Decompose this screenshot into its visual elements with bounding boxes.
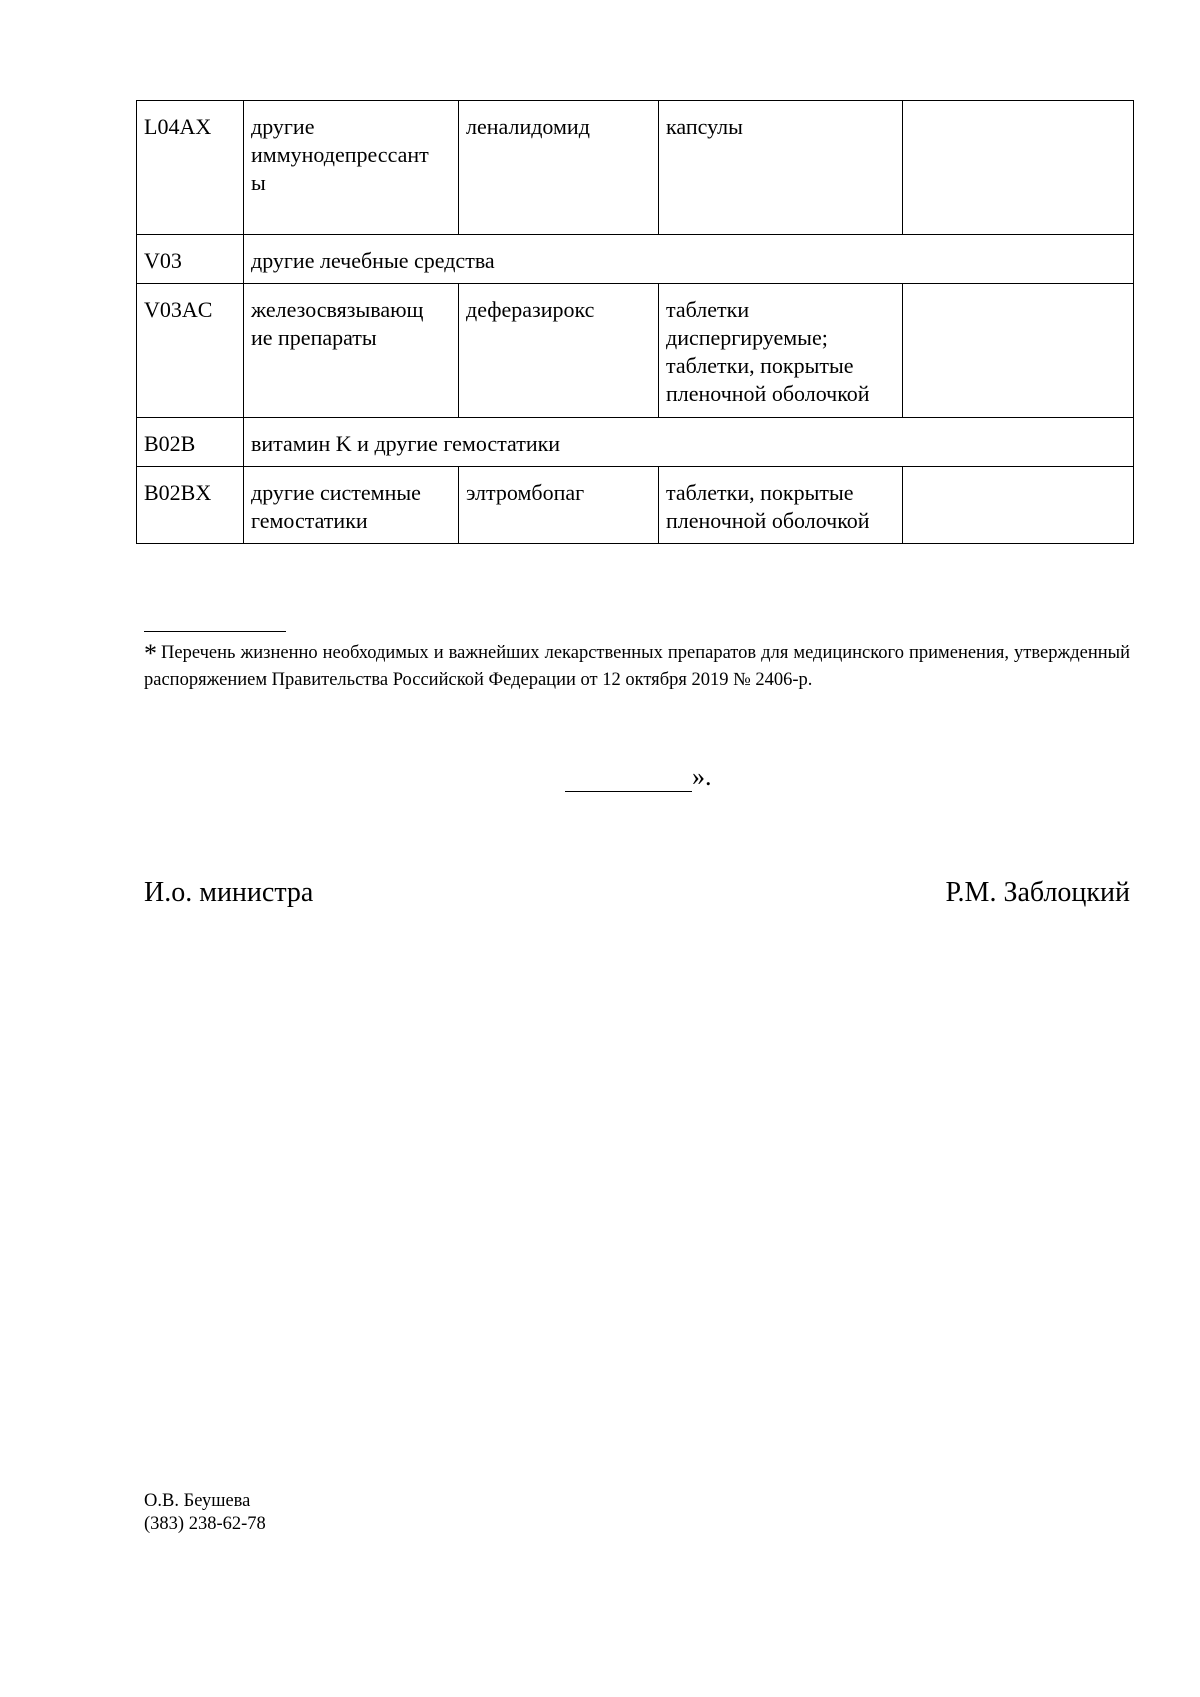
- table-row: [137, 284, 1134, 418]
- closing-mark: [565, 762, 712, 792]
- executor-phone: (383) 238-62-78: [144, 1514, 266, 1534]
- footnote-marker: *: [144, 639, 157, 668]
- group-title-cell: другие лечебные средства: [244, 235, 1134, 284]
- footnote: [144, 640, 1130, 693]
- atc-code-cell: V03AC: [137, 284, 244, 418]
- dosage-form-cell: таблетки, покрытые пленочной оболочкой: [659, 467, 903, 544]
- drug-table: [136, 100, 1134, 544]
- group-cell: железосвязывающ ие препараты: [244, 284, 459, 418]
- footnote-text: Перечень жизненно необходимых и важнейших лекарственных препаратов для медицинского применения, утвержденный распоряжением Правительства Российской Федерации от 12 октября 2019 № 2406-р.: [144, 643, 1130, 690]
- executor-name: О.В. Беушева: [144, 1491, 251, 1511]
- group-title-cell: витамин K и другие гемостатики: [244, 418, 1134, 467]
- dosage-form-cell: капсулы: [659, 101, 903, 235]
- atc-code-cell: L04AX: [137, 101, 244, 235]
- table-row: [137, 235, 1134, 284]
- substance-cell: элтромбопаг: [459, 467, 659, 544]
- signer-role: И.о. министра: [144, 877, 314, 908]
- signature-blank-line: [565, 765, 692, 792]
- table-row: [137, 101, 1134, 235]
- atc-code-cell: B02B: [137, 418, 244, 467]
- dosage-form-cell: таблетки диспергируемые; таблетки, покрытые пленочной оболочкой: [659, 284, 903, 418]
- footnote-separator: [144, 631, 286, 632]
- empty-cell: [903, 101, 1134, 235]
- empty-cell: [903, 284, 1134, 418]
- group-cell: другие системные гемостатики: [244, 467, 459, 544]
- substance-cell: деферазирокс: [459, 284, 659, 418]
- executor-block: [144, 1490, 266, 1536]
- atc-code-cell: V03: [137, 235, 244, 284]
- table-row: [137, 418, 1134, 467]
- table-row: [137, 467, 1134, 544]
- signer-name: Р.М. Заблоцкий: [945, 877, 1130, 908]
- empty-cell: [903, 467, 1134, 544]
- substance-cell: леналидомид: [459, 101, 659, 235]
- closing-quote: ».: [692, 762, 712, 791]
- atc-code-cell: B02BX: [137, 467, 244, 544]
- group-cell: другие иммунодепрессант ы: [244, 101, 459, 235]
